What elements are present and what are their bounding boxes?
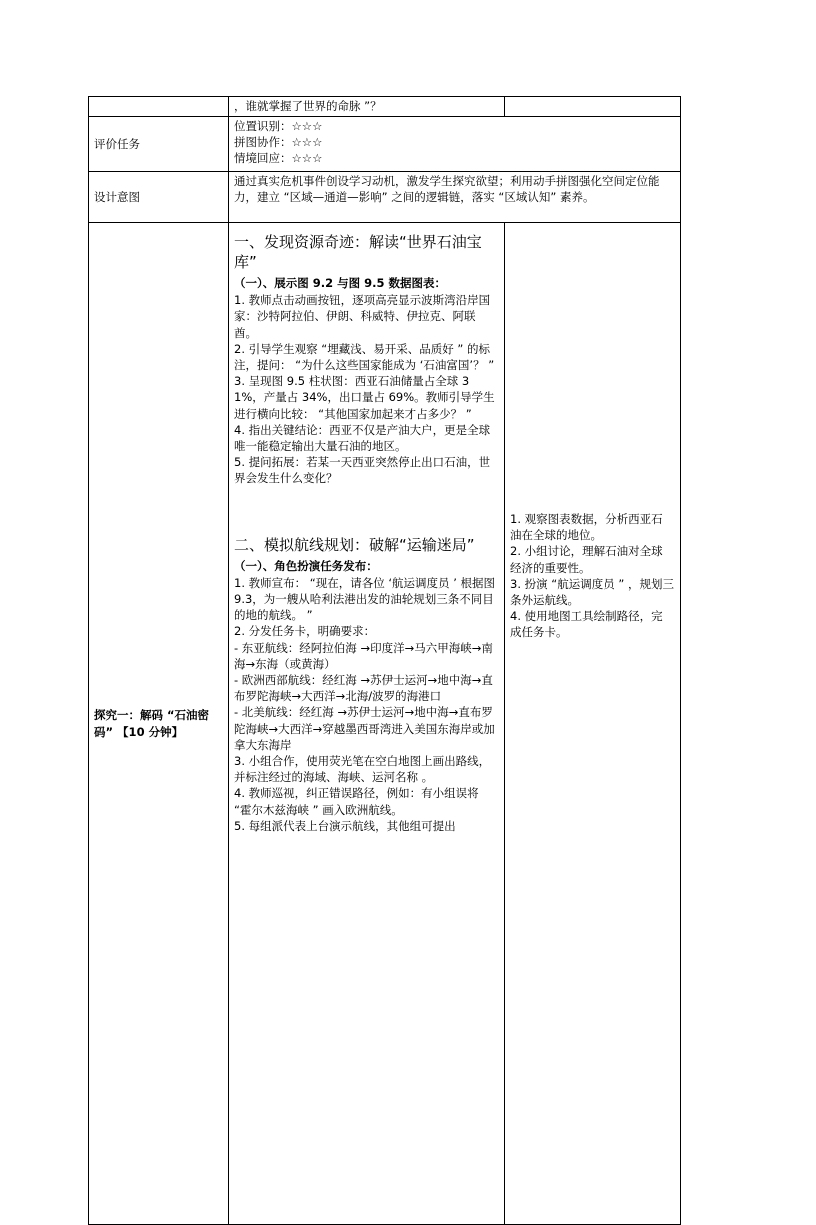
table-row-continued <box>89 97 681 117</box>
section2-step-1: 1. 教师宣布： “现在，请各位 ‘航运调度员 ’ 根据图 9.3，为一艘从哈利法港出发的油轮规划三条不同目的地的航线。 ” <box>234 575 496 623</box>
evaluation-item-1: 位置识别：☆☆☆ <box>234 119 323 133</box>
section1-step-4: 4. 指出关键结论：西亚不仅是产油大户，更是全球唯一能稳定输出大量石油的地区。 <box>234 422 491 454</box>
section2-step-7: 4. 教师巡视，纠正错误路径，例如：有小组误将 “霍尔木兹海峡 ” 画入欧洲航线。 <box>234 786 479 817</box>
section2-step-3: - 东亚航线：经阿拉伯海 →印度洋→马六甲海峡→南海→东海（或黄海） <box>234 640 493 671</box>
student-activity-2: 2. 小组讨论，理解石油对全球经济的重要性。 <box>510 544 663 575</box>
student-activity-1: 1. 观察图表数据，分析西亚石油在全球的地位。 <box>510 512 663 543</box>
evaluation-item-2: 拼图协作：☆☆☆ <box>234 135 323 150</box>
evaluation-label: 评价任务 <box>89 117 229 172</box>
section2-step-4: - 欧洲西部航线：经红海 →苏伊士运河→地中海→直布罗陀海峡→大西洋→北海/波罗的海港口 <box>234 673 493 704</box>
section2-subtitle: （一）、角色扮演任务发布： <box>234 558 378 573</box>
section1-title: 一、发现资源奇迹：解读“世界石油宝库” <box>234 233 482 271</box>
section2-step-5: - 北美航线：经红海 →苏伊士运河→地中海→直布罗陀海峡→大西洋→穿越墨西哥湾进入美国东海岸或加拿大东海岸 <box>234 705 495 752</box>
section1-step-1: 1. 教师点击动画按钮，逐项高亮显示波斯湾沿岸国家：沙特阿拉伯、伊朗、科威特、伊拉克、阿联酋。 <box>234 293 491 340</box>
teacher-activities <box>229 223 505 1225</box>
continued-activity-empty <box>505 97 681 117</box>
section-spacer <box>234 487 498 527</box>
design-text: 通过真实危机事件创设学习动机，激发学生探究欲望；利用动手拼图强化空间定位能力，建立 “区域—通道—影响” 之间的逻辑链，落实 “区域认知” 素养。 <box>229 172 681 223</box>
section2-title: 二、模拟航线规划：破解“运输迷局” <box>234 535 475 554</box>
section1-step-3: 3. 呈现图 9.5 柱状图：西亚石油储量占全球 31%，产量占 34%，出口量占 69%。教师引导学生进行横向比较： “其他国家加起来才占多少？ ” <box>234 374 495 421</box>
section2-step-6: 3. 小组合作，使用荧光笔在空白地图上画出路线，并标注经过的海域、海峡、运河名称 。 <box>234 754 491 785</box>
evaluation-item-3: 情境回应：☆☆☆ <box>234 151 323 166</box>
evaluation-content <box>229 117 681 172</box>
table-row-design <box>89 172 681 223</box>
table-row-evaluation <box>89 117 681 172</box>
student-activity-3: 3. 扮演 “航运调度员 ” ，规划三条外运航线。 <box>510 576 675 608</box>
table-row-inquiry <box>89 223 681 1225</box>
section2-step-2: 2. 分发任务卡，明确要求： <box>234 624 376 639</box>
row-label-empty <box>89 97 229 117</box>
section2-step-8: 5. 每组派代表上台演示航线，其他组可提出 <box>234 818 456 833</box>
inquiry-label: 探究一：解码 “石油密码” 【10 分钟】 <box>89 223 229 1225</box>
section1-subtitle: （一）、展示图 9.2 与图 9.5 数据图表： <box>234 276 447 290</box>
section1-step-5: 5. 提问拓展：若某一天西亚突然停止出口石油，世界会发生什么变化？ <box>234 455 491 486</box>
design-label: 设计意图 <box>89 172 229 223</box>
continued-content: ，谁就掌握了世界的命脉 ”？ <box>229 97 505 117</box>
student-activity-4: 4. 使用地图工具绘制路径，完成任务卡。 <box>510 609 663 640</box>
section1-step-2: 2. 引导学生观察 “埋藏浅、易开采、品质好 ” 的标注，提问： “为什么这些国家能成为 ‘石油富国’？ ” <box>234 341 495 373</box>
student-activities <box>505 223 681 1225</box>
